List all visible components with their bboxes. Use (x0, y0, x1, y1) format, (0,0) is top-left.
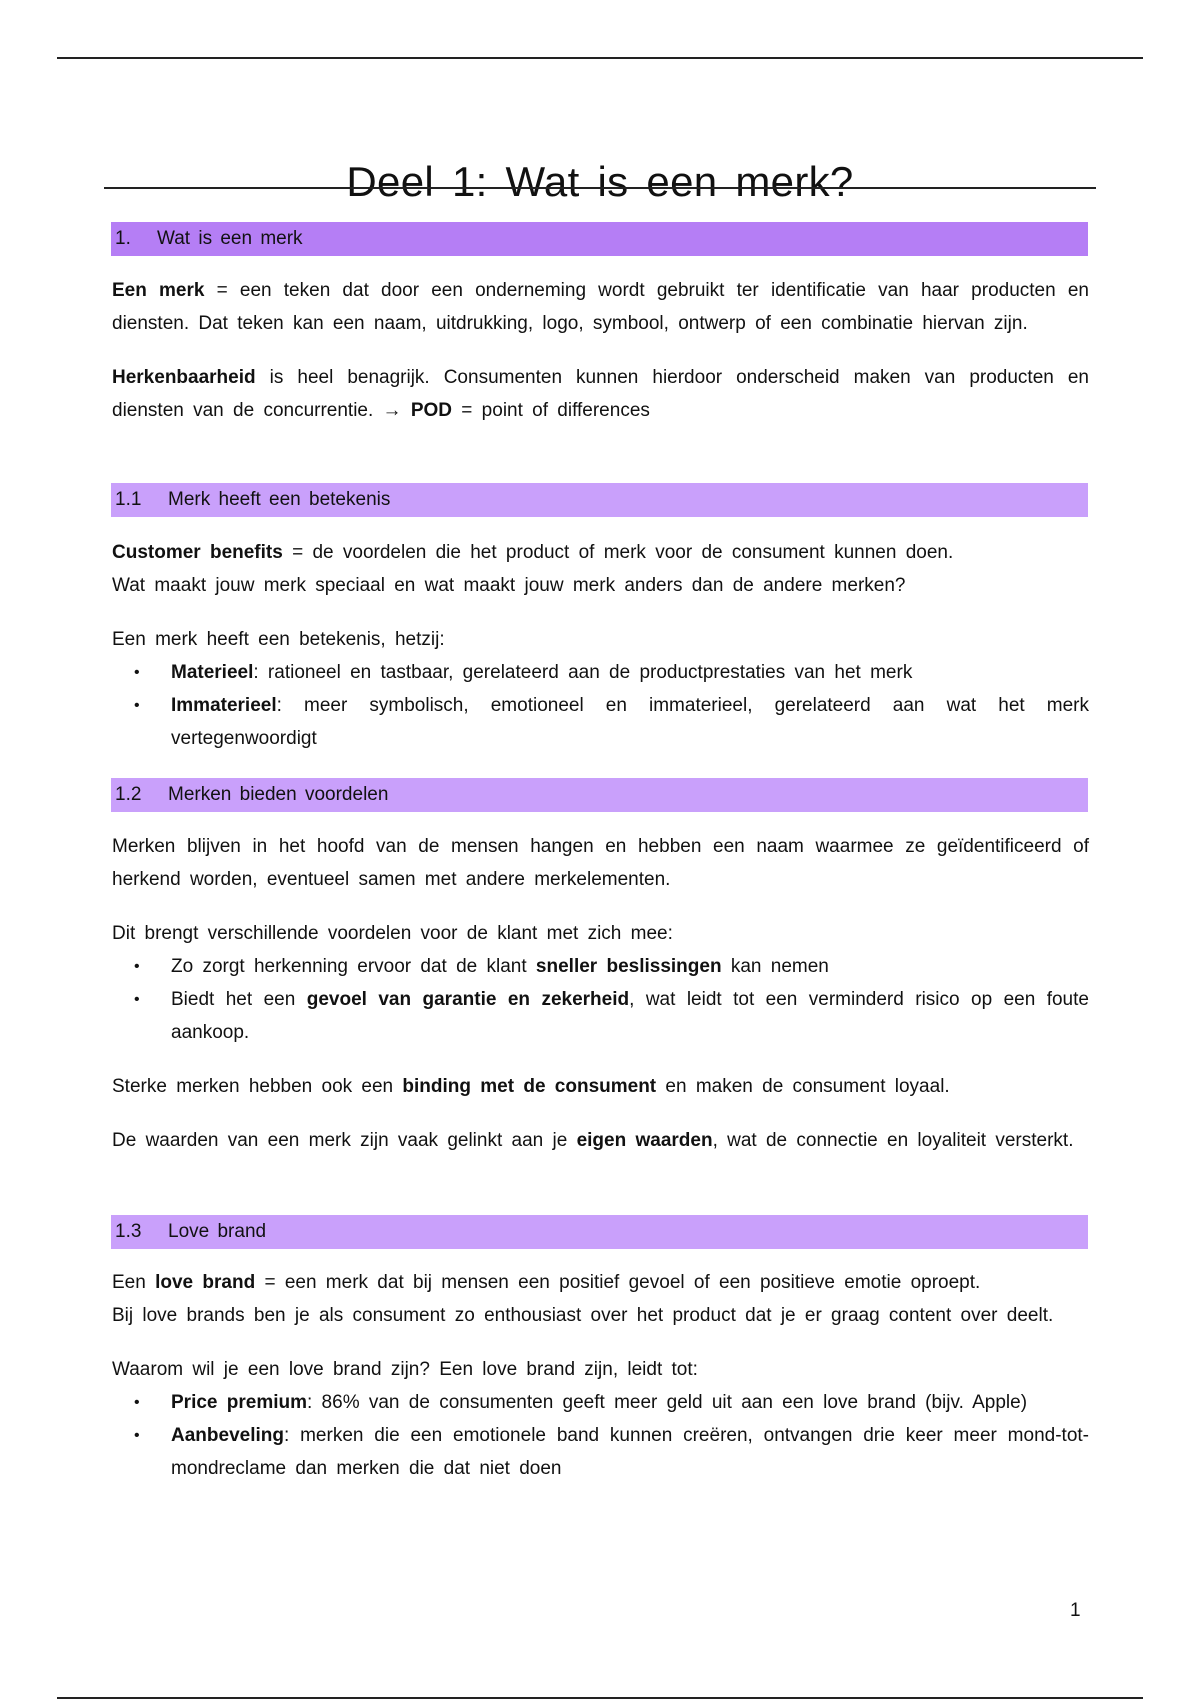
section-heading-1 (111, 222, 1088, 256)
section-label: Wat is een merk (157, 228, 303, 249)
term-eigen-waarden: eigen waarden (576, 1130, 713, 1151)
paragraph-waarden (112, 1124, 1089, 1157)
section-1-1-body (112, 536, 1089, 755)
text: = een teken dat door een onderneming wordt gebruikt ter identificatie van haar producten en diensten. Dat teken kan een naam, uitdrukking, logo, symbool, ontwerp of een combinatie hiervan zijn. (112, 280, 1089, 334)
term-materieel: Materieel (171, 662, 254, 683)
term-een-merk: Een merk (112, 280, 205, 301)
text: Sterke merken hebben ook een (112, 1076, 403, 1097)
term-love-brand: love brand (155, 1272, 256, 1293)
section-heading-1-3 (111, 1215, 1088, 1249)
section-number: 1.1 (115, 489, 142, 510)
paragraph-betekenis-intro: Een merk heeft een betekenis, hetzij: (112, 629, 445, 650)
page-number: 1 (1070, 1600, 1081, 1621)
paragraph-customer-benefits-question: Wat maakt jouw merk speciaal en wat maakt jouw merk anders dan de andere merken? (112, 575, 906, 596)
text: = de voordelen die het product of merk voor de consument kunnen doen. (282, 542, 954, 563)
section-1-3-body (112, 1266, 1089, 1485)
list-item (112, 1386, 1089, 1419)
bullet-list-betekenis (112, 656, 1089, 755)
section-label: Merken bieden voordelen (168, 784, 389, 805)
text: = point of differences (452, 400, 650, 421)
paragraph-definition-merk (112, 274, 1089, 340)
list-item (112, 1419, 1089, 1485)
paragraph-customer-benefits (112, 536, 1089, 569)
term-customer-benefits: Customer benefits (112, 542, 283, 563)
text: De waarden van een merk zijn vaak gelinkt aan je (112, 1130, 577, 1151)
term-aanbeveling: Aanbeveling (171, 1425, 284, 1446)
paragraph-sterke-merken (112, 1070, 1089, 1103)
section-number: 1.2 (115, 784, 142, 805)
bullet-list-voordelen (112, 950, 1089, 1049)
text: is heel benagrijk. Consumenten kunnen hierdoor onderscheid maken van producten en diensten van de concurrentie. → (112, 367, 1089, 421)
term-binding: binding met de consument (402, 1076, 657, 1097)
section-1-body (112, 274, 1089, 427)
page-title: Deel 1: Wat is een merk? (346, 158, 854, 206)
page-bottom-rule (57, 1697, 1143, 1699)
text: Biedt het een (171, 989, 307, 1010)
term-garantie-zekerheid: gevoel van garantie en zekerheid (306, 989, 630, 1010)
list-item (112, 983, 1089, 1049)
term-sneller-beslissingen: sneller beslissingen (535, 956, 722, 977)
section-heading-1-1 (111, 483, 1088, 517)
text: , wat leidt tot een verminderd risico op een foute aankoop. (171, 989, 1089, 1043)
text: : rationeel en tastbaar, gerelateerd aan de productprestaties van het merk (253, 662, 913, 683)
text: kan nemen (721, 956, 829, 977)
paragraph-merken-hoofd: Merken blijven in het hoofd van de mensen hangen en hebben een naam waarmee ze geïdentificeerd of herkend worden, eventueel samen met andere merkelementen. (112, 836, 1089, 890)
list-item (112, 950, 1089, 983)
term-herkenbaarheid: Herkenbaarheid (112, 367, 256, 388)
text: : merken die een emotionele band kunnen creëren, ontvangen drie keer meer mond-tot-mondreclame dan merken die dat niet doen (171, 1425, 1089, 1479)
text: Zo zorgt herkenning ervoor dat de klant (171, 956, 536, 977)
text: Een (112, 1272, 156, 1293)
list-item (112, 656, 1089, 689)
section-heading-1-2 (111, 778, 1088, 812)
section-label: Merk heeft een betekenis (168, 489, 391, 510)
section-1-2-body (112, 830, 1089, 1157)
page-top-rule (57, 57, 1143, 59)
section-number: 1.3 (115, 1221, 142, 1242)
paragraph-love-brand-intro: Waarom wil je een love brand zijn? Een love brand zijn, leidt tot: (112, 1359, 698, 1380)
term-pod: POD (410, 400, 453, 421)
bullet-list-love-brand (112, 1386, 1089, 1485)
text: = een merk dat bij mensen een positief gevoel of een positieve emotie oproept. (255, 1272, 981, 1293)
text: : 86% van de consumenten geeft meer geld uit aan een love brand (bijv. Apple) (307, 1392, 1028, 1413)
paragraph-love-brand-definition (112, 1266, 1089, 1299)
term-price-premium: Price premium (171, 1392, 307, 1413)
text: , wat de connectie en loyaliteit versterkt. (712, 1130, 1074, 1151)
title-underline (104, 187, 1096, 189)
paragraph-herkenbaarheid (112, 361, 1089, 427)
list-item (112, 689, 1089, 755)
section-label: Love brand (168, 1221, 267, 1242)
term-immaterieel: Immaterieel (171, 695, 277, 716)
paragraph-voordelen-intro: Dit brengt verschillende voordelen voor de klant met zich mee: (112, 923, 673, 944)
paragraph-love-brand-enthousiast: Bij love brands ben je als consument zo enthousiast over het product dat je er graag content over deelt. (112, 1305, 1054, 1326)
text: en maken de consument loyaal. (656, 1076, 950, 1097)
section-number: 1. (115, 228, 131, 249)
text: : meer symbolisch, emotioneel en immaterieel, gerelateerd aan wat het merk vertegenwoordigt (171, 695, 1089, 749)
